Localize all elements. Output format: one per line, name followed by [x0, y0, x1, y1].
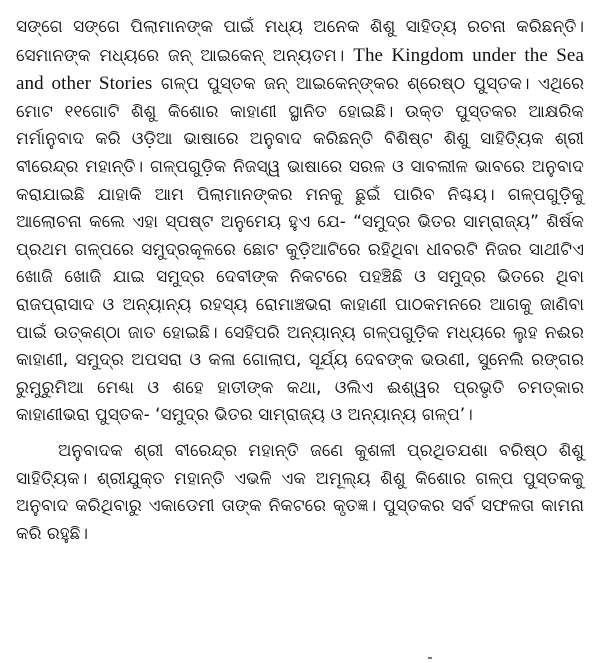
paragraph-text-opening: ସଙ୍ଗେ ସଙ୍ଗେ ପିଲାମାନଙ୍କ ପାଇଁ ମଧ୍ୟ ଅନେକ ଶିଶୁ ସାହିତ୍ୟ ରଚନା କରିଛନ୍ତି। ସେମାନଙ୍କ ମଧ୍ୟରେ ଜନ୍ ଆଇକେନ୍ ଅନ୍ୟତମ। — [16, 17, 584, 66]
english-book-title: The Kingdom under the Sea and other Stories — [16, 44, 584, 95]
scan-speck — [428, 657, 432, 659]
paragraph-text-body: ଗଳ୍ପ ପୁସ୍ତକ ଜନ୍ ଆଇକେନ୍‌ଙ୍କର ଶ୍ରେଷ୍ଠ ପୁସ୍ତକ। ଏଥିରେ ମୋଟ ୧୧ଗୋଟି ଶିଶୁ କିଶୋର କାହାଣୀ ସ୍ଥାନିତ ହୋଇଛି। ଉକ୍ତ ପୁସ୍ତକର ଆକ୍ଷରିକ ମର୍ମାନୁବାଦ କରି ଓଡ଼ିଆ ଭାଷାରେ ଅନୁବାଦ କରିଛନ୍ତି ବିଶିଷ୍ଟ ଶିଶୁ ସାହିତ୍ୟିକ ଶ୍ରୀ ବୀରେନ୍ଦ୍ର ମହାନ୍ତି। ଗଳ୍ପଗୁଡ଼ିକ ନିଜସ୍ୱ ଭାଷାରେ ସରଳ ଓ ସାବଲୀଳ ଭାବରେ ଅନୁବାଦ କରାଯାଇଛି ଯାହାକି ଆମ ପିଲାମାନଙ୍କର ମନକୁ ଛୁଇଁ ପାରିବ ନିଶ୍ଚୟ। ଗଳ୍ପଗୁଡ଼ିକୁ ଆଲୋଚନା କଲେ ଏହା ସ୍ପଷ୍ଟ ଅନୁମେୟ ହୁଏ ଯେ- “ସମୁଦ୍ର ଭିତର ସାମ୍ରାଜ୍ୟ” ଶିର୍ଷକ ପ୍ରଥମ ଗଳ୍ପରେ ସମୁଦ୍ରକୂଳରେ ଛୋଟ କୁଡ଼ିଆଟିରେ ରହିଥିବା ଧୀବରଟି ନିଜର ସାଥୀଟିଏ ଖୋଜି ଖୋଜି ଯାଇ ସମୁଦ୍ର ଦେବୀଙ୍କ ନିକଟରେ ପହଞ୍ଚିଛି ଓ ସମୁଦ୍ର ଭିତରେ ଥିବା ରାଜପ୍ରାସାଦ ଓ ଅନ୍ୟାନ୍ୟ ରହସ୍ୟ ରୋମାଞ୍ଚଭରା କାହାଣୀ ପାଠକମନରେ ଆଗକୁ ଜାଣିବା ପାଇଁ ଉତ୍କଣ୍ଠା ଜାତ ହୋଇଛି। ସେହିପରି ଅନ୍ୟାନ୍ୟ ଗଳ୍ପଗୁଡ଼ିକ ମଧ୍ୟରେ ଲୁହ ନଈର କାହାଣୀ, ସମୁଦ୍ର ଅପସରା ଓ କଳା ଗୋଲାପ, ସୂର୍ଯ୍ୟ ଦେବଙ୍କ ଭଉଣୀ, ସୁନେଲି ରଙ୍ଗର ରୁମୁରୁମିଆ ମେଣ୍ଢା ଓ ଶହେ ହାତୀଙ୍କ କଥା, ଓଲିଏ ଈଶ୍ୱର ପ୍ରଭୃତି ଚମତ୍କାର କାହାଣୀଭରା ପୁସ୍ତକ- ‘ସମୁଦ୍ର ଭିତର ସାମ୍ରାଜ୍ୟ ଓ ଅନ୍ୟାନ୍ୟ ଗଳ୍ପ’। — [16, 74, 584, 426]
paragraph-translator-note: ଅନୁବାଦକ ଶ୍ରୀ ବୀରେନ୍ଦ୍ର ମହାନ୍ତି ଜଣେ କୁଶଳୀ ପ୍ରଥିତଯଶା ବରିଷ୍ଠ ଶିଶୁ ସାହିତ୍ୟିକ। ଶ୍ରୀଯୁକ୍ତ ମହାନ୍ତି ଏଭଳି ଏକ ଅମୂଲ୍ୟ ଶିଶୁ କିଶୋର ଗଳ୍ପ ପୁସ୍ତକକୁ ଅନୁବାଦ କରିଥିବାରୁ ଏକାଡେମୀ ତାଙ୍କ ନିକଟରେ କୃତଜ୍ଞ। ପୁସ୍ତକର ସର୍ବ ସଫଳତା କାମନା କରି ରହୁଛି। — [16, 440, 584, 544]
paragraph-book-description — [16, 14, 584, 430]
